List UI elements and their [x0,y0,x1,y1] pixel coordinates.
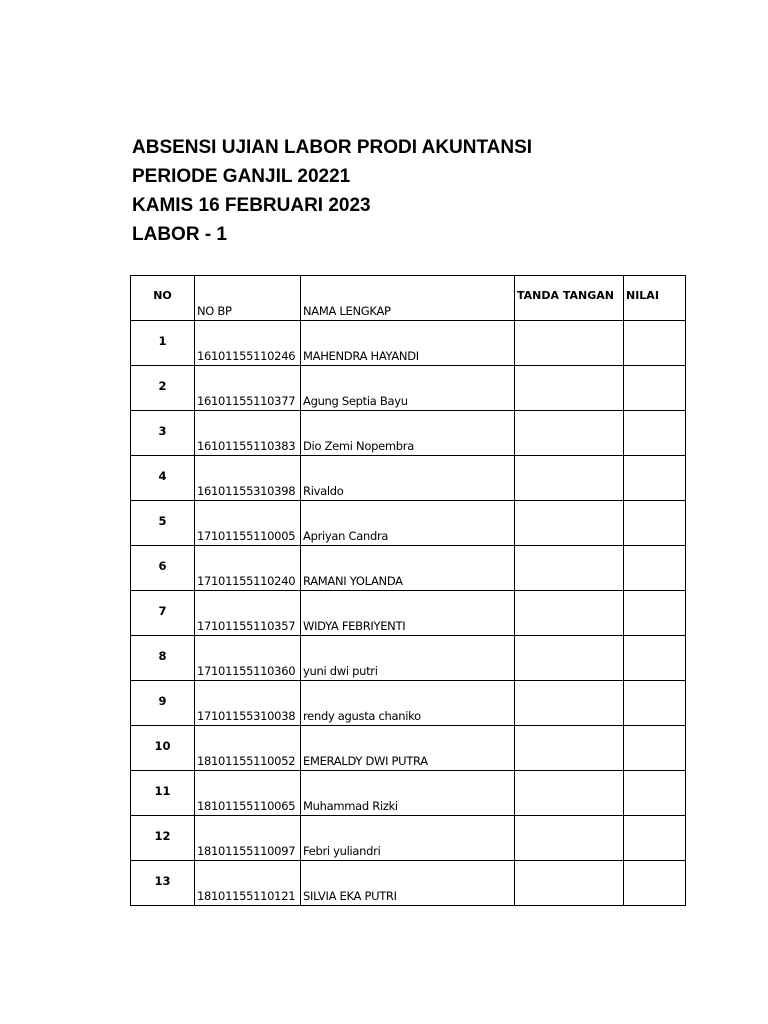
row-number: 3 [158,424,167,438]
no-bp-cell [195,456,301,501]
no-cell [131,456,195,501]
signature-cell[interactable] [515,456,624,501]
title-line: ABSENSI UJIAN LABOR PRODI AKUNTANSI [132,137,533,158]
row-number: 8 [158,649,167,663]
table-row [131,861,686,906]
student-name: Muhammad Rizki [303,799,398,813]
header-nama-cell [301,276,515,321]
table-row [131,501,686,546]
no-cell [131,501,195,546]
table-row [131,546,686,591]
title-line: PERIODE GANJIL 20221 [132,166,351,187]
signature-cell[interactable] [515,546,624,591]
nama-cell [301,726,515,771]
no-cell [131,591,195,636]
no-cell [131,321,195,366]
header-no-bp-cell [195,276,301,321]
student-name: Agung Septia Bayu [303,394,408,408]
no-cell [131,726,195,771]
table-row [131,411,686,456]
grade-cell[interactable] [624,456,686,501]
no-cell [131,681,195,726]
student-name: WIDYA FEBRIYENTI [303,619,406,633]
no-bp-cell [195,321,301,366]
no-bp-cell [195,411,301,456]
nama-cell [301,456,515,501]
document-title [132,133,532,249]
row-number: 7 [158,604,167,618]
student-name: rendy agusta chaniko [303,709,421,723]
student-id: 17101155110005 [197,529,296,543]
nama-cell [301,321,515,366]
grade-cell[interactable] [624,816,686,861]
no-cell [131,816,195,861]
student-id: 18101155110065 [197,799,296,813]
signature-cell[interactable] [515,366,624,411]
row-number: 1 [158,334,167,348]
nama-cell [301,636,515,681]
no-cell [131,636,195,681]
row-number: 2 [158,379,167,393]
no-cell [131,366,195,411]
title-line: LABOR - 1 [132,224,227,245]
grade-cell[interactable] [624,501,686,546]
student-name: RAMANI YOLANDA [303,574,403,588]
student-id: 16101155110383 [197,439,296,453]
no-cell [131,546,195,591]
student-name: Febri yuliandri [303,844,381,858]
no-cell [131,861,195,906]
student-id: 18101155110052 [197,754,296,768]
header-nilai: NILAI [626,289,659,302]
student-id: 17101155110360 [197,664,296,678]
signature-cell[interactable] [515,771,624,816]
student-id: 17101155110357 [197,619,296,633]
no-bp-cell [195,861,301,906]
table-row [131,321,686,366]
grade-cell[interactable] [624,411,686,456]
grade-cell[interactable] [624,546,686,591]
no-cell [131,771,195,816]
table-row [131,816,686,861]
grade-cell[interactable] [624,366,686,411]
grade-cell[interactable] [624,861,686,906]
header-no: NO [153,289,172,302]
table-row [131,366,686,411]
signature-cell[interactable] [515,681,624,726]
signature-cell[interactable] [515,501,624,546]
table-row [131,591,686,636]
signature-cell[interactable] [515,636,624,681]
nama-cell [301,816,515,861]
attendance-table [130,275,686,906]
table-header-row [131,276,686,321]
row-number: 6 [158,559,167,573]
signature-cell[interactable] [515,591,624,636]
signature-cell[interactable] [515,816,624,861]
nama-cell [301,366,515,411]
table-row [131,771,686,816]
signature-cell[interactable] [515,726,624,771]
header-no-bp: NO BP [197,304,232,318]
no-bp-cell [195,591,301,636]
student-name: Apriyan Candra [303,529,389,543]
row-number: 5 [158,514,167,528]
no-bp-cell [195,546,301,591]
student-name: yuni dwi putri [303,664,378,678]
row-number: 11 [154,784,171,798]
grade-cell[interactable] [624,726,686,771]
header-no-cell [131,276,195,321]
student-name: Dio Zemi Nopembra [303,439,414,453]
header-tanda-tangan-cell [515,276,624,321]
no-bp-cell [195,636,301,681]
grade-cell[interactable] [624,681,686,726]
signature-cell[interactable] [515,861,624,906]
student-id: 16101155310398 [197,484,296,498]
grade-cell[interactable] [624,591,686,636]
student-name: MAHENDRA HAYANDI [303,349,419,363]
row-number: 4 [158,469,167,483]
table-row [131,681,686,726]
grade-cell[interactable] [624,771,686,816]
nama-cell [301,501,515,546]
header-tanda-tangan: TANDA TANGAN [517,289,614,302]
nama-cell [301,771,515,816]
row-number: 10 [154,739,171,753]
row-number: 9 [158,694,167,708]
row-number: 13 [154,874,171,888]
student-id: 16101155110246 [197,349,296,363]
signature-cell[interactable] [515,411,624,456]
no-bp-cell [195,816,301,861]
student-name: Rivaldo [303,484,344,498]
signature-cell[interactable] [515,321,624,366]
student-id: 18101155110097 [197,844,296,858]
table-row [131,726,686,771]
header-nama: NAMA LENGKAP [303,304,391,318]
student-name: SILVIA EKA PUTRI [303,889,397,903]
row-number: 12 [154,829,171,843]
grade-cell[interactable] [624,636,686,681]
nama-cell [301,681,515,726]
title-line: KAMIS 16 FEBRUARI 2023 [132,195,371,216]
table-row [131,636,686,681]
nama-cell [301,411,515,456]
table-row [131,456,686,501]
student-id: 17101155110240 [197,574,296,588]
student-id: 18101155110121 [197,889,296,903]
header-nilai-cell [624,276,686,321]
nama-cell [301,861,515,906]
nama-cell [301,591,515,636]
nama-cell [301,546,515,591]
student-id: 17101155310038 [197,709,296,723]
grade-cell[interactable] [624,321,686,366]
student-id: 16101155110377 [197,394,296,408]
no-bp-cell [195,771,301,816]
no-bp-cell [195,681,301,726]
no-bp-cell [195,726,301,771]
student-name: EMERALDY DWI PUTRA [303,754,428,768]
no-bp-cell [195,501,301,546]
no-bp-cell [195,366,301,411]
no-cell [131,411,195,456]
